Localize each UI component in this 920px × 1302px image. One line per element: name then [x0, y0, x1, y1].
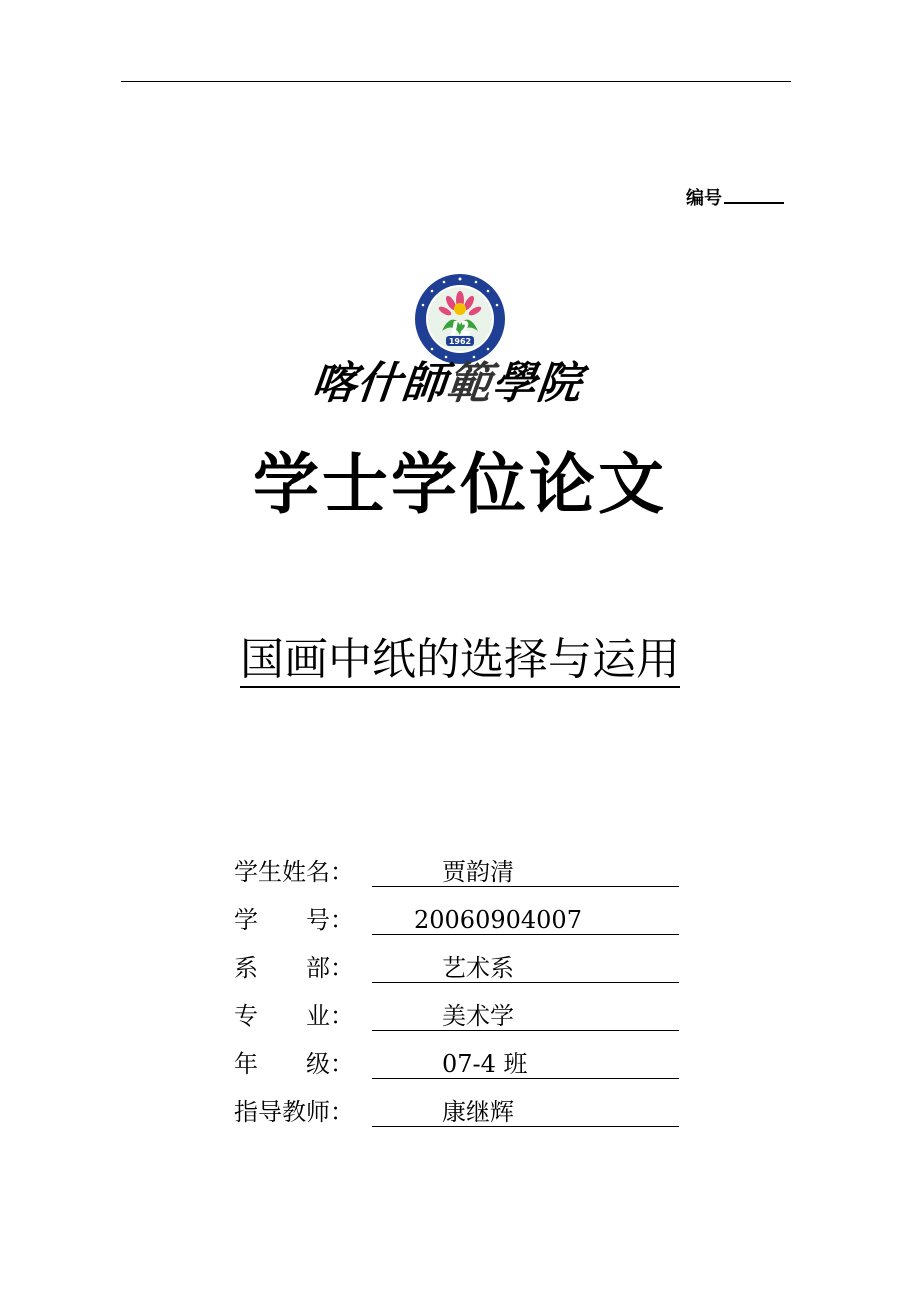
info-label: 系 部： [234, 954, 354, 982]
info-row-major [234, 996, 694, 1044]
info-value: 康继辉 [442, 1098, 514, 1126]
info-label: 学生姓名： [234, 858, 354, 886]
document-type-heading: 学士学位论文 [253, 446, 667, 523]
info-label: 年 级： [234, 1050, 354, 1078]
student-info-block [234, 852, 694, 1140]
info-row-department [234, 948, 694, 996]
university-name-calligraphy [309, 352, 616, 416]
calligraphy-char-1: 喀 [309, 358, 360, 409]
serial-blank-line [724, 186, 784, 204]
serial-number-field [686, 184, 784, 210]
info-value: 美术学 [442, 1002, 514, 1030]
info-underline [372, 900, 679, 935]
info-underline [372, 996, 679, 1031]
info-value: 20060904007 [414, 906, 582, 934]
serial-label: 编号 [686, 188, 722, 209]
info-underline [372, 948, 679, 983]
info-underline [372, 852, 679, 887]
header-rule [121, 81, 791, 82]
calligraphy-char-2: 什 [354, 358, 405, 409]
info-row-grade [234, 1044, 694, 1092]
calligraphy-char-6: 院 [534, 358, 585, 409]
info-value: 07-4 班 [442, 1050, 528, 1078]
calligraphy-char-5: 學 [489, 358, 540, 409]
info-label: 专 业： [234, 1002, 354, 1030]
calligraphy-char-4: 範 [444, 358, 495, 409]
info-underline [372, 1044, 679, 1079]
calligraphy-char-3: 師 [399, 358, 450, 409]
emblem-year: 1962 [448, 337, 472, 346]
info-value: 艺术系 [442, 954, 514, 982]
info-label: 指导教师： [234, 1098, 354, 1126]
info-value: 贾韵清 [442, 858, 514, 886]
info-row-student-id [234, 900, 694, 948]
info-label: 学 号： [234, 906, 354, 934]
info-row-student-name [234, 852, 694, 900]
thesis-title [0, 628, 920, 692]
info-row-advisor [234, 1092, 694, 1140]
info-underline [372, 1092, 679, 1127]
thesis-title-text: 国画中纸的选择与运用 [240, 634, 680, 688]
